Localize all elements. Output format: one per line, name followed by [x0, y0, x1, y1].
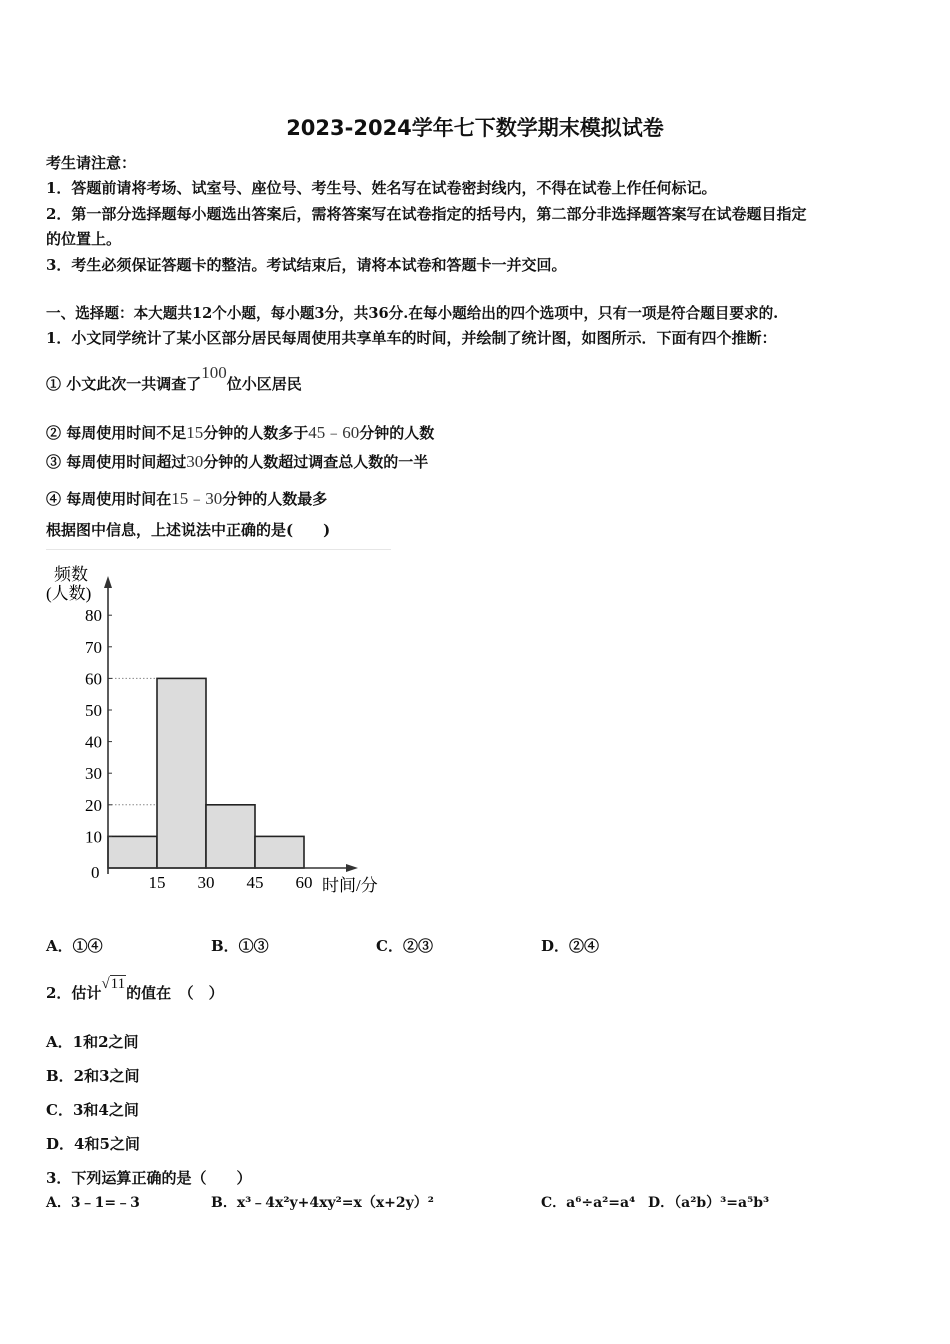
notice-heading: 考生请注意：: [46, 154, 137, 172]
histogram-bar-3: [206, 805, 255, 868]
origin-label: 0: [91, 863, 100, 882]
question-3-stem: 3．下列运算正确的是（ ）: [46, 1169, 252, 1187]
y-tick-label: 20: [85, 795, 102, 815]
y-tick-label: 60: [85, 669, 102, 689]
statement-1-text: ① 小文此次一共调查了: [46, 375, 202, 393]
q3-option-a[interactable]: A．3﹣1=﹣3: [46, 1195, 140, 1211]
question-2-text: 2．估计: [46, 984, 102, 1002]
statement-3-text: ③ 每周使用时间超过: [46, 453, 187, 471]
y-axis-label-line2: (人数): [46, 584, 92, 603]
histogram-bar-1: [108, 836, 157, 868]
y-tick-label: 10: [85, 827, 102, 847]
divider: [46, 549, 391, 550]
q1-option-a[interactable]: A．①④: [46, 937, 103, 955]
statement-1-text-end: 位小区居民: [226, 375, 302, 393]
statement-2-text-end: 分钟的人数: [359, 424, 435, 442]
statement-3-number: 30: [186, 452, 204, 471]
histogram-bar-2: [157, 678, 206, 868]
q1-option-c[interactable]: C．②③: [376, 937, 433, 955]
statement-2-range: 45﹣60: [308, 423, 360, 442]
bars: [108, 678, 304, 868]
q1-option-d[interactable]: D．②④: [541, 937, 600, 955]
statement-2: [46, 418, 434, 443]
notice-item: 的位置上。: [46, 230, 122, 248]
x-tick-label: 60: [295, 873, 313, 892]
q2-option-b[interactable]: B．2和3之间: [46, 1067, 140, 1085]
y-tick-label: 40: [85, 732, 102, 752]
section-heading: 一、选择题：本大题共12个小题，每小题3分，共36分.在每小题给出的四个选项中，只有一项是符合题目要求的.: [46, 305, 779, 322]
question-2-text-end: 的值在 （ ）: [126, 984, 224, 1002]
y-tick-label: 50: [85, 701, 102, 720]
notice-item: 1．答题前请将考场、试室号、座位号、考生号、姓名写在试卷密封线内，不得在试卷上作任何标记。: [46, 179, 717, 197]
radicand: 11: [110, 976, 126, 992]
q1-option-b[interactable]: B．①③: [211, 937, 269, 955]
q2-option-c[interactable]: C．3和4之间: [46, 1101, 139, 1119]
y-tick-label: 30: [85, 764, 102, 784]
question-1-ask: 根据图中信息，上述说法中正确的是( ): [46, 521, 331, 539]
statement-2-number: 15: [186, 423, 204, 442]
statement-2-text-mid: 分钟的人数多于: [203, 424, 309, 442]
question-1-stem: 1．小文同学统计了某小区部分居民每周使用共享单车的时间，并绘制了统计图，如图所示．下面有四个推断：: [46, 329, 777, 347]
statement-4-range: 15﹣30: [171, 489, 223, 508]
x-axis-label: 时间/分: [322, 876, 378, 895]
x-tick-label: 15: [148, 873, 166, 892]
question-2-stem: [46, 976, 224, 1003]
statement-3: [46, 451, 428, 472]
x-tick-label: 30: [197, 873, 215, 892]
q2-option-a[interactable]: A．1和2之间: [46, 1033, 139, 1051]
q2-option-d[interactable]: D．4和5之间: [46, 1135, 140, 1153]
statement-3-text-end: 分钟的人数超过调查总人数的一半: [203, 453, 429, 471]
statement-4-text: ④ 每周使用时间在: [46, 490, 172, 508]
x-tick-labels: [149, 873, 313, 892]
statement-1-number: 100: [201, 363, 227, 382]
notice-item: 3．考生必须保证答题卡的整洁。考试结束后，请将本试卷和答题卡一并交回。: [46, 256, 567, 274]
statement-4: [46, 484, 327, 509]
statement-2-text: ② 每周使用时间不足: [46, 424, 187, 442]
x-tick-label: 45: [246, 873, 264, 892]
y-axis-label-line1: 频数: [54, 565, 88, 584]
notice-item: 2．第一部分选择题每小题选出答案后，需将答案写在试卷指定的括号内，第二部分非选择题答案写在试卷题目指定: [46, 205, 807, 223]
y-axis-arrow: [104, 576, 112, 588]
statement-1: [46, 363, 302, 394]
q3-option-d[interactable]: D．（a²b）³=a⁵b³: [648, 1195, 770, 1211]
sqrt-expression: √11: [101, 976, 126, 992]
histogram-chart: [40, 556, 400, 901]
histogram-bar-4: [255, 836, 304, 868]
q3-option-b[interactable]: B．x³﹣4x²y+4xy²=x（x+2y）²: [211, 1195, 434, 1211]
statement-4-text-end: 分钟的人数最多: [222, 490, 328, 508]
q3-option-c[interactable]: C．a⁶÷a²=a⁴: [541, 1195, 636, 1211]
page-title: 2023-2024学年七下数学期末模拟试卷: [286, 116, 664, 140]
x-axis-arrow: [346, 864, 358, 872]
y-tick-label: 70: [85, 637, 102, 657]
y-tick-label: 80: [85, 606, 102, 626]
